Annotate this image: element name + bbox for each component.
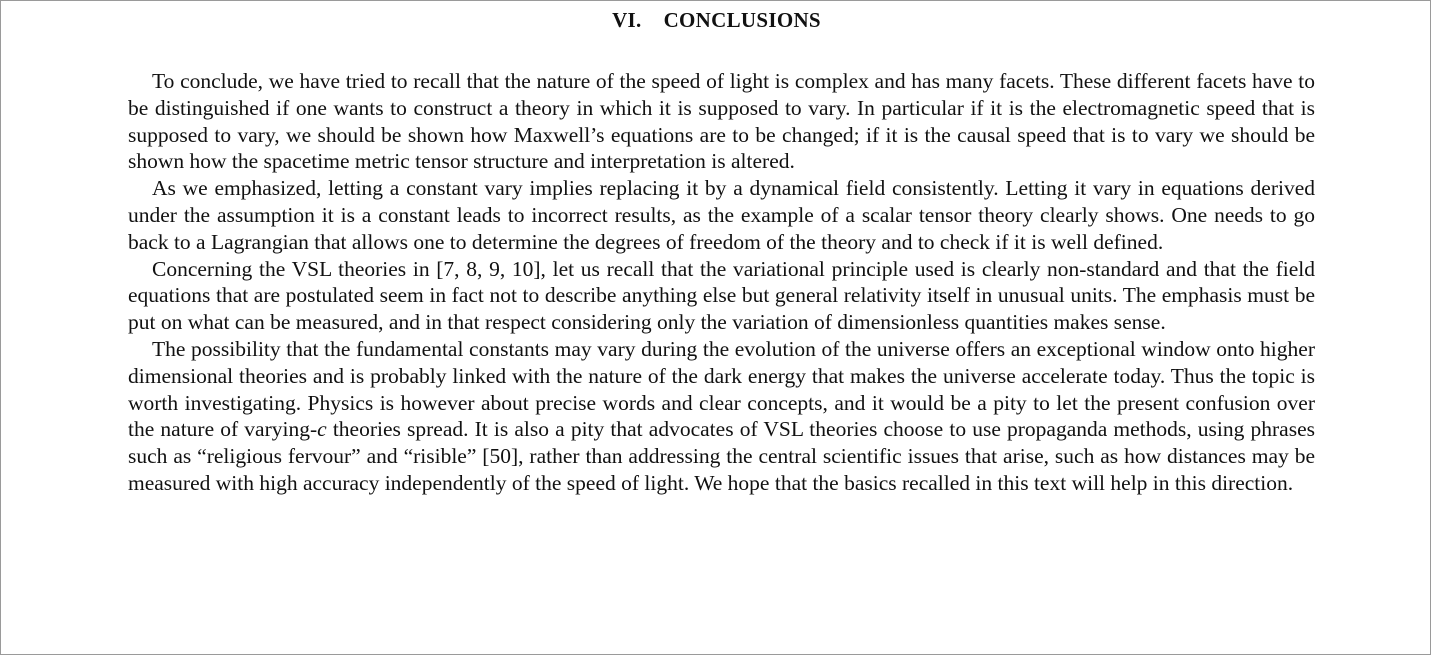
paragraph-2: As we emphasized, letting a constant vary implies replacing it by a dynamical field consistently. Letting it vary in equations derived under the assumption it is a constant leads to incorrect results, as the example of a scalar tensor theory clearly shows. One needs to go back to a Lagrangian that allows one to determine the degrees of freedom of the theory and to check if it is well defined.	[128, 176, 1315, 254]
paragraph-4	[128, 336, 1315, 497]
section-body	[128, 68, 1315, 497]
section-number: VI.	[612, 8, 642, 32]
section-title: CONCLUSIONS	[663, 8, 821, 32]
paragraph-4-italic-symbol: c	[317, 417, 327, 442]
paragraph-4-text-end: theories spread. It is also a pity that advocates of VSL theories choose to use propaganda methods, using phrases such as “religious fervour” and “risible” [50], rather than addressing the central scientific issues that arise, such as how distances may be measured with high accuracy independently of the speed of light. We hope that the basics recalled in this text will help in this direction.	[128, 417, 1315, 495]
paragraph-1: To conclude, we have tried to recall that the nature of the speed of light is complex and has many facets. These different facets have to be distinguished if one wants to construct a theory in which it is supposed to vary. In particular if it is the electromagnetic speed that is supposed to vary, we should be shown how Maxwell’s equations are to be changed; if it is the causal speed that is to vary we should be shown how the spacetime metric tensor structure and interpretation is altered.	[128, 69, 1315, 174]
paragraph-4-text-start: The possibility that the fundamental constants may vary during the evolution of the universe offers an exceptional window onto higher dimensional theories and is probably linked with the nature of the dark energy that makes the universe accelerate today. Thus the topic is worth investigating. Physics is however about precise words and clear concepts, and it would be a pity to let the present confusion over the nature of varying-	[128, 336, 1315, 442]
section-heading	[1, 8, 1431, 33]
paragraph-3: Concerning the VSL theories in [7, 8, 9, 10], let us recall that the variational principle used is clearly non-standard and that the field equations that are postulated seem in fact not to describe anything else but general relativity itself in unusual units. The emphasis must be put on what can be measured, and in that respect considering only the variation of dimensionless quantities makes sense.	[128, 256, 1315, 335]
